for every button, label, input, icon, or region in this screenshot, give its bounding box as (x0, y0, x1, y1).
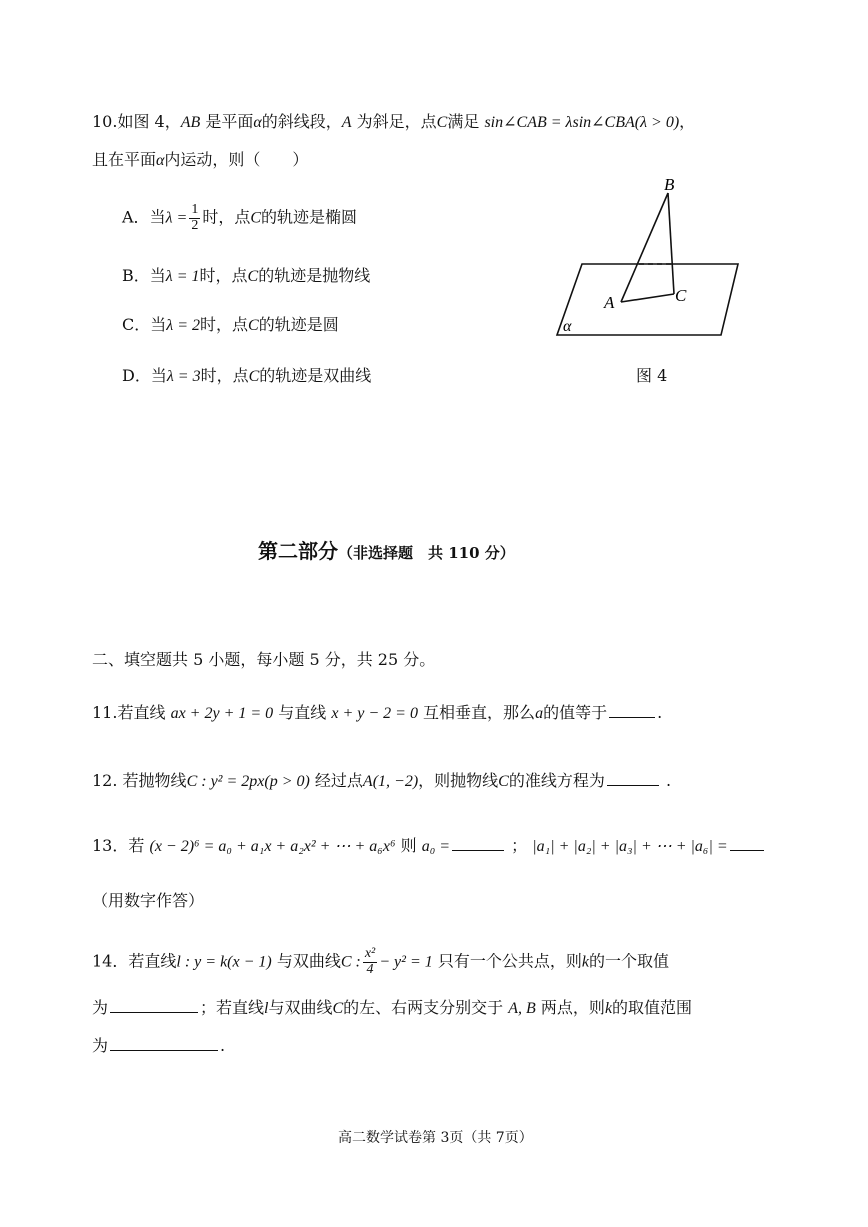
part2-title: 第二部分 (258, 539, 338, 563)
segment-BC (668, 193, 674, 294)
q10-condition: sin∠CAB = λsin∠CBA(λ > 0) (484, 114, 680, 131)
q14-line3: 为 . (92, 1036, 226, 1055)
segment-AB (621, 193, 668, 302)
q14-k-range-blank[interactable] (110, 1049, 218, 1051)
q10-option-d: D．当λ = 3时，点C的轨迹是双曲线 (122, 366, 372, 385)
section2-header: 二、填空题共 5 小题，每小题 5 分，共 25 分。 (92, 650, 436, 669)
q10-option-a: A．当λ = $\frac{1}{2}$ 时，点C的轨迹是椭圆 (122, 202, 358, 233)
q10-line2: 且在平面α内运动，则（ ） (92, 150, 309, 169)
plane-alpha (557, 264, 738, 335)
part2-heading (258, 541, 515, 561)
q10-number: 10. (92, 112, 118, 131)
q14-line2: 为 ；若直线l与双曲线C的左、右两支分别交于 A, B 两点，则k的取值范围 (92, 998, 693, 1017)
q12-answer-blank[interactable] (607, 784, 659, 786)
label-A: A (604, 293, 615, 312)
q13-sum-blank[interactable] (730, 849, 764, 851)
q13-a0-blank[interactable] (452, 849, 504, 851)
q13: 13．若 (x − 2)⁶ = a₀ + a₁x + a₂x² + ⋯ + a₆x⁶ 则 a₀ = ； |a₁| + |a₂| + |a₃| + ⋯ + |a₆| = (92, 838, 766, 855)
label-alpha: α (563, 318, 572, 335)
q12: 12. 若抛物线C : y² = 2px(p > 0) 经过点A(1, −2)，则抛物线C的准线方程为 . (92, 771, 672, 790)
part2-subtitle: （非选择题 共 110 分） (338, 544, 515, 562)
label-C: C (675, 286, 687, 305)
q10-option-b: B．当λ = 1时，点C的轨迹是抛物线 (122, 266, 371, 285)
fraction-one-half: $\frac{1}{2}$ (191, 202, 199, 233)
figure-caption: 图 4 (636, 366, 668, 385)
q14-k-value-blank[interactable] (110, 1011, 198, 1013)
q11: 11.若直线 ax + 2y + 1 = 0 与直线 x + y − 2 = 0 互相垂直，那么a的值等于 . (92, 703, 663, 722)
q14-line1: 14．若直线l : y = k(x − 1) 与双曲线C : $\frac{\text{x²}}{4}$ − y² = 1 只有一个公共点，则k的一个取值 (92, 946, 669, 977)
q10-line1: 10.如图 4，AB 是平面α的斜线段，A 为斜足，点C满足 sin∠CAB = λsin∠CBA(λ > 0)， (92, 112, 696, 131)
q10-option-c: C．当λ = 2时，点C的轨迹是圆 (122, 315, 339, 334)
q13-note: （用数字作答） (92, 891, 205, 910)
fraction-x2-over-4: $\frac{\text{x²}}{4}$ (364, 946, 376, 977)
page-footer: 高二数学试卷第 3页（共 7页） (338, 1130, 533, 1146)
label-B: B (664, 175, 675, 194)
q11-answer-blank[interactable] (609, 716, 655, 718)
figure-4-diagram (545, 175, 755, 345)
segment-AC (621, 294, 674, 302)
